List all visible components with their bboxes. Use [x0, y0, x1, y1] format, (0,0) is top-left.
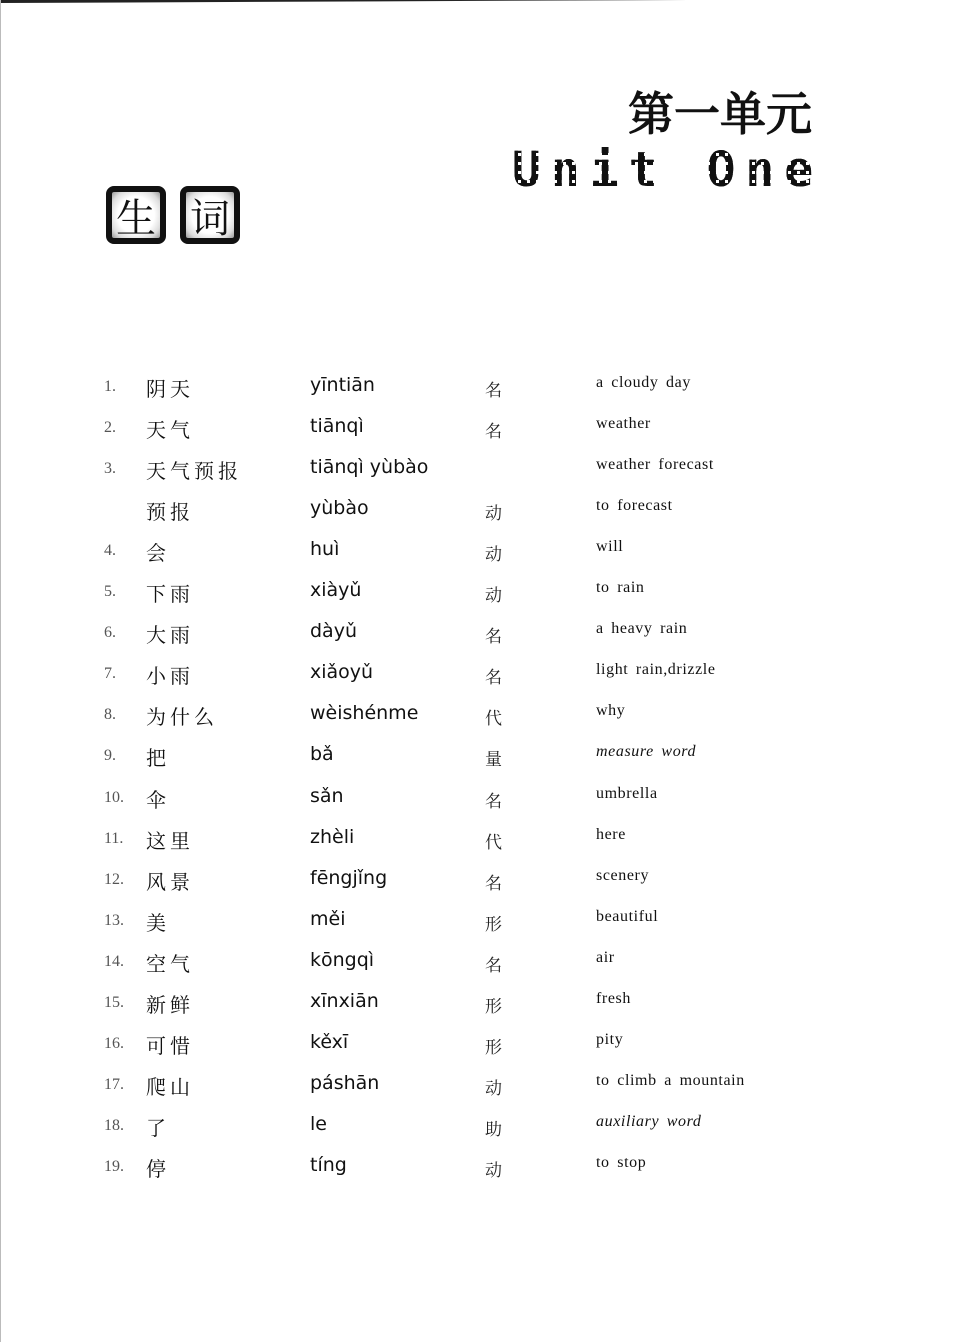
unit-title-chinese: 第一单元 [628, 87, 812, 141]
item-part-of-speech: 动 [485, 504, 502, 524]
vocab-row [0, 368, 960, 408]
item-english: why [596, 702, 626, 719]
item-hanzi: 小雨 [146, 664, 194, 688]
item-part-of-speech: 动 [485, 586, 502, 606]
item-number: 6. [104, 624, 116, 641]
item-pinyin: xiǎoyǔ [310, 661, 374, 683]
item-english: to climb a mountain [596, 1072, 745, 1089]
vocab-row [0, 696, 960, 736]
item-number: 7. [104, 665, 116, 682]
item-number: 12. [104, 871, 124, 888]
item-pinyin: huì [310, 538, 340, 560]
item-pinyin: tíng [310, 1154, 347, 1176]
item-part-of-speech: 形 [485, 997, 502, 1017]
item-pinyin: xiàyǔ [310, 579, 362, 601]
item-pinyin: bǎ [310, 743, 334, 765]
vocab-row [0, 779, 960, 819]
vocab-row [0, 409, 960, 449]
item-part-of-speech: 动 [485, 545, 502, 565]
vocab-row [0, 1066, 960, 1106]
vocab-row [0, 943, 960, 983]
item-hanzi: 天气 [146, 418, 194, 442]
item-english: weather forecast [596, 456, 714, 473]
item-english: beautiful [596, 908, 659, 925]
item-english: to forecast [596, 497, 673, 514]
item-number: 2. [104, 419, 116, 436]
item-part-of-speech: 名 [485, 381, 502, 401]
vocab-row [0, 820, 960, 860]
item-number: 5. [104, 583, 116, 600]
item-number: 14. [104, 953, 124, 970]
item-number: 1. [104, 378, 116, 395]
item-english: a heavy rain [596, 620, 688, 637]
item-pinyin: kōngqì [310, 949, 375, 971]
item-hanzi: 爬山 [146, 1075, 194, 1099]
item-part-of-speech: 名 [485, 956, 502, 976]
item-pinyin: sǎn [310, 785, 344, 807]
item-number: 13. [104, 912, 124, 929]
item-part-of-speech: 名 [485, 792, 502, 812]
vocab-row [0, 984, 960, 1024]
heading-box-sheng: 生 [106, 186, 166, 244]
item-hanzi: 停 [146, 1157, 170, 1181]
item-pinyin: měi [310, 908, 346, 930]
item-english: umbrella [596, 785, 658, 802]
item-part-of-speech: 形 [485, 1038, 502, 1058]
item-pinyin: zhèli [310, 826, 355, 848]
item-pinyin: yīntiān [310, 374, 375, 396]
vocab-row [0, 861, 960, 901]
item-part-of-speech: 形 [485, 915, 502, 935]
item-part-of-speech: 代 [485, 709, 502, 729]
item-pinyin: wèishénme [310, 702, 419, 724]
vocab-row [0, 614, 960, 654]
item-number: 15. [104, 994, 124, 1011]
item-pinyin: tiānqì yùbào [310, 456, 429, 478]
item-pinyin: páshān [310, 1072, 380, 1094]
item-part-of-speech: 名 [485, 874, 502, 894]
item-hanzi: 风景 [146, 870, 194, 894]
vocab-row [0, 655, 960, 695]
heading-box-ci: 词 [180, 186, 240, 244]
item-english: will [596, 538, 624, 555]
item-part-of-speech: 助 [485, 1120, 502, 1140]
item-part-of-speech: 名 [485, 422, 502, 442]
item-hanzi: 下雨 [146, 582, 194, 606]
item-pinyin: tiānqì [310, 415, 364, 437]
vocab-row [0, 491, 960, 531]
item-english: pity [596, 1031, 624, 1048]
vocab-row [0, 1025, 960, 1065]
item-number: 18. [104, 1117, 124, 1134]
item-number: 19. [104, 1158, 124, 1175]
vocab-row [0, 532, 960, 572]
item-part-of-speech: 名 [485, 627, 502, 647]
item-hanzi: 新鲜 [146, 993, 194, 1017]
item-pinyin: xīnxiān [310, 990, 379, 1012]
item-pinyin: fēngjǐng [310, 867, 388, 889]
item-pinyin: yùbào [310, 497, 369, 519]
item-pinyin: le [310, 1113, 327, 1135]
item-part-of-speech: 动 [485, 1161, 502, 1181]
item-part-of-speech: 量 [485, 750, 502, 770]
item-number: 3. [104, 460, 116, 477]
item-pinyin: dàyǔ [310, 620, 357, 642]
vocab-row [0, 1107, 960, 1147]
item-hanzi: 了 [146, 1116, 170, 1140]
item-pinyin: kěxī [310, 1031, 349, 1053]
vocab-row [0, 573, 960, 613]
item-number: 11. [104, 830, 124, 847]
item-part-of-speech: 代 [485, 833, 502, 853]
item-hanzi: 可惜 [146, 1034, 194, 1058]
item-english: fresh [596, 990, 631, 1007]
vocab-row [0, 737, 960, 777]
item-hanzi: 为什么 [146, 705, 218, 729]
item-hanzi: 这里 [146, 829, 194, 853]
item-number: 17. [104, 1076, 124, 1093]
section-heading-new-words [106, 186, 240, 244]
item-number: 8. [104, 706, 116, 723]
item-english: light rain,drizzle [596, 661, 716, 678]
item-hanzi: 天气预报 [146, 459, 242, 483]
scan-edge-top [0, 0, 690, 3]
item-hanzi: 阴天 [146, 377, 194, 401]
item-hanzi: 预报 [146, 500, 194, 524]
vocab-row [0, 902, 960, 942]
unit-title-english: Unit One [512, 142, 824, 198]
item-english: measure word [596, 743, 697, 760]
vocab-row [0, 1148, 960, 1188]
item-english: a cloudy day [596, 374, 691, 391]
vocab-row [0, 450, 960, 490]
item-english: here [596, 826, 626, 843]
item-number: 9. [104, 747, 116, 764]
item-number: 4. [104, 542, 116, 559]
item-english: weather [596, 415, 651, 432]
item-part-of-speech: 名 [485, 668, 502, 688]
item-english: auxiliary word [596, 1113, 702, 1130]
item-english: scenery [596, 867, 650, 884]
item-english: to stop [596, 1154, 647, 1171]
item-hanzi: 把 [146, 746, 170, 770]
item-hanzi: 伞 [146, 788, 170, 812]
item-part-of-speech: 动 [485, 1079, 502, 1099]
item-number: 16. [104, 1035, 124, 1052]
item-english: air [596, 949, 615, 966]
item-hanzi: 会 [146, 541, 170, 565]
item-hanzi: 美 [146, 911, 170, 935]
item-hanzi: 空气 [146, 952, 194, 976]
item-hanzi: 大雨 [146, 623, 194, 647]
item-english: to rain [596, 579, 645, 596]
item-number: 10. [104, 789, 124, 806]
